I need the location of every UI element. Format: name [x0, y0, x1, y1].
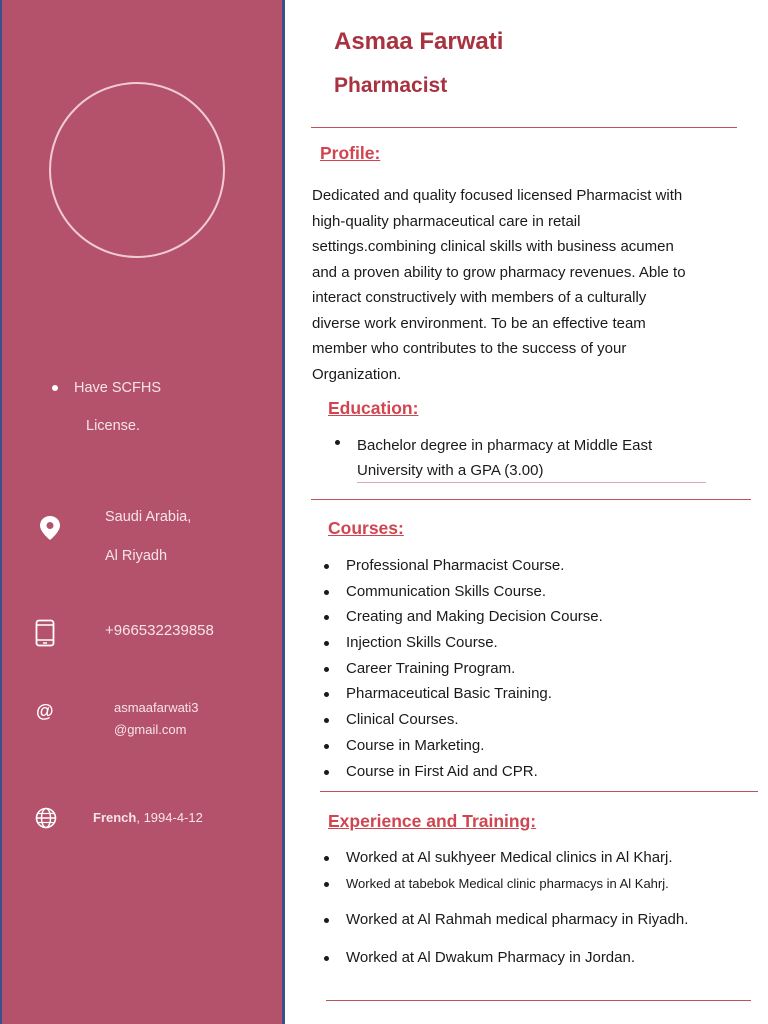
- list-item: [346, 557, 603, 583]
- courses-divider: [320, 791, 758, 792]
- email-line-1: asmaafarwati3: [114, 700, 199, 715]
- profile-line: and a proven ability to grow pharmacy revenues. Able to: [312, 263, 686, 281]
- courses-list: [346, 557, 603, 788]
- bullet: [324, 615, 329, 620]
- education-heading: Education:: [328, 398, 419, 418]
- license-line-1: Have SCFHS: [74, 380, 162, 396]
- profile-line: Dedicated and quality focused licensed Pharmacist with: [312, 187, 683, 204]
- course-item: Clinical Courses.: [346, 711, 459, 729]
- list-item: [346, 849, 673, 866]
- email-line-2: @gmail.com: [114, 722, 187, 737]
- list-item: [346, 876, 669, 891]
- profile-line: settings.combining clinical skills with business acumen: [312, 238, 674, 255]
- course-item: Communication Skills Course.: [346, 582, 547, 600]
- list-item: [346, 949, 635, 966]
- bullet: [324, 692, 329, 697]
- experience-item: Worked at Al Rahmah medical pharmacy in Riyadh.: [346, 911, 689, 928]
- experience-heading: Experience and Training:: [328, 811, 537, 831]
- list-item: [346, 685, 603, 711]
- bullet: [324, 956, 329, 961]
- bullet: [335, 440, 340, 445]
- bullet: [324, 856, 329, 861]
- profile-line: member who contributes to the success of your: [312, 340, 627, 357]
- header-divider: [311, 127, 737, 128]
- list-item: [346, 660, 603, 686]
- license-line-2: License.: [86, 418, 141, 434]
- profile-line: diverse work environment. To be an effective team: [312, 314, 646, 332]
- bullet: [324, 590, 329, 595]
- course-item: Course in First Aid and CPR.: [346, 762, 538, 780]
- profile-text: [312, 183, 732, 387]
- course-item: Injection Skills Course.: [346, 634, 498, 652]
- location-line-2: Al Riyadh: [105, 548, 168, 564]
- list-item: [346, 711, 603, 737]
- profile-line: high-quality pharmaceutical care in retail: [312, 212, 581, 230]
- course-item: Career Training Program.: [346, 659, 516, 677]
- list-item: [346, 911, 688, 928]
- experience-item: Worked at Al sukhyeer Medical clinics in Al Kharj.: [346, 849, 673, 866]
- job-title: Pharmacist: [334, 74, 448, 97]
- experience-item: Worked at tabebok Medical clinic pharmacys in Al Kahrj.: [346, 876, 669, 891]
- profile-line: interact constructively with members of a culturally: [312, 289, 647, 306]
- experience-item: Worked at Al Dwakum Pharmacy in Jordan.: [346, 949, 636, 966]
- education-divider: [311, 499, 751, 500]
- birth-date: , 1994-4-12: [136, 810, 203, 825]
- experience-divider: [326, 1000, 751, 1001]
- bullet: [324, 882, 329, 887]
- at-icon: @: [36, 701, 54, 721]
- location-line-1: Saudi Arabia,: [105, 509, 192, 525]
- list-item: [346, 763, 603, 789]
- bullet: [324, 564, 329, 569]
- bullet: [324, 718, 329, 723]
- bullet: [324, 641, 329, 646]
- person-name: Asmaa Farwati: [334, 28, 504, 55]
- list-item: [346, 608, 603, 634]
- education-line-2: University with a GPA (3.00): [357, 462, 544, 479]
- bullet: [324, 667, 329, 672]
- language: French: [93, 810, 137, 825]
- course-item: Professional Pharmacist Course.: [346, 557, 565, 574]
- bullet: [324, 744, 329, 749]
- phone-number: +966532239858: [105, 622, 214, 639]
- bullet: [324, 918, 329, 923]
- profile-heading: Profile:: [320, 143, 381, 163]
- courses-heading: Courses:: [328, 518, 404, 538]
- list-item: [346, 583, 603, 609]
- education-line-1: Bachelor degree in pharmacy at Middle East: [357, 437, 653, 454]
- course-item: Course in Marketing.: [346, 736, 485, 754]
- education-list: [357, 433, 652, 483]
- profile-line: Organization.: [312, 365, 402, 383]
- list-item: [346, 634, 603, 660]
- course-item: Creating and Making Decision Course.: [346, 608, 603, 626]
- bullet: [324, 770, 329, 775]
- list-item: [357, 433, 652, 483]
- course-item: Pharmaceutical Basic Training.: [346, 685, 552, 703]
- education-underline: [357, 482, 706, 483]
- list-item: [346, 737, 603, 763]
